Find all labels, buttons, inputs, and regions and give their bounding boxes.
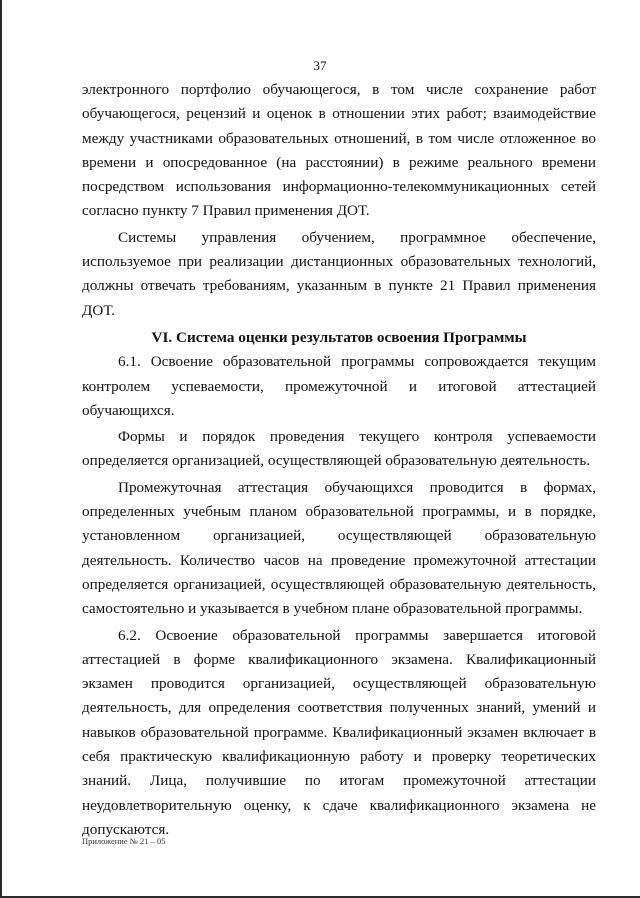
paragraph-6-2: 6.2. Освоение образовательной программы завершается итоговой аттестацией в форме квалификационного экзамена. Квалификационный экзамен проводится организацией, осуществляющей образовательную деятельность, для определения соответствия полученных знаний, умений и навыков образовательной программе. Квалификационный экзамен включает в себя практическую квалификационную работу и проверку теоретических знаний. Лица, получившие по итогам промежуточной аттестации неудовлетворительную оценку, к сдаче квалификационного экзамена не допускаются. [82,626,596,838]
document-body [82,78,596,842]
section-heading: VI. Система оценки результатов освоения Программы [151,328,527,346]
paragraph-lms-requirements: Системы управления обучением, программное обеспечение, используемое при реализации дистанционных образовательных технологий, должны отвечать требованиям, указанным в пункте 21 Правил применения ДОТ. [82,228,596,319]
footer-note: Приложение № 21 – 05 [82,836,166,846]
paragraph-continuation: электронного портфолио обучающегося, в том числе сохранение работ обучающегося, рецензий и оценок в отношении этих работ; взаимодействие между участниками образовательных отношений, в том числе отложенное во времени и опосредованное (на расстоянии) в режиме реального времени посредством использования информационно-телекоммуникационных сетей согласно пункту 7 Правил применения ДОТ. [82,81,596,220]
scan-border-left [0,0,2,898]
page-number: 37 [313,58,327,73]
paragraph-current-control: Формы и порядок проведения текущего контроля успеваемости определяется организацией, осуществляющей образовательную деятельность. [82,428,596,470]
paragraph-intermediate-attestation: Промежуточная аттестация обучающихся проводится в формах, определенных учебным планом образовательной программы, и в порядке, установленном организацией, осуществляющей образовательную деятельность. Количество часов на проведение промежуточной аттестации определяется организацией, осуществляющей образовательную деятельность, самостоятельно и указывается в учебном плане образовательной программы. [82,478,596,618]
paragraph-6-1: 6.1. Освоение образовательной программы сопровождается текущим контролем успеваемости, промежуточной и итоговой аттестацией обучающихся. [82,353,596,419]
